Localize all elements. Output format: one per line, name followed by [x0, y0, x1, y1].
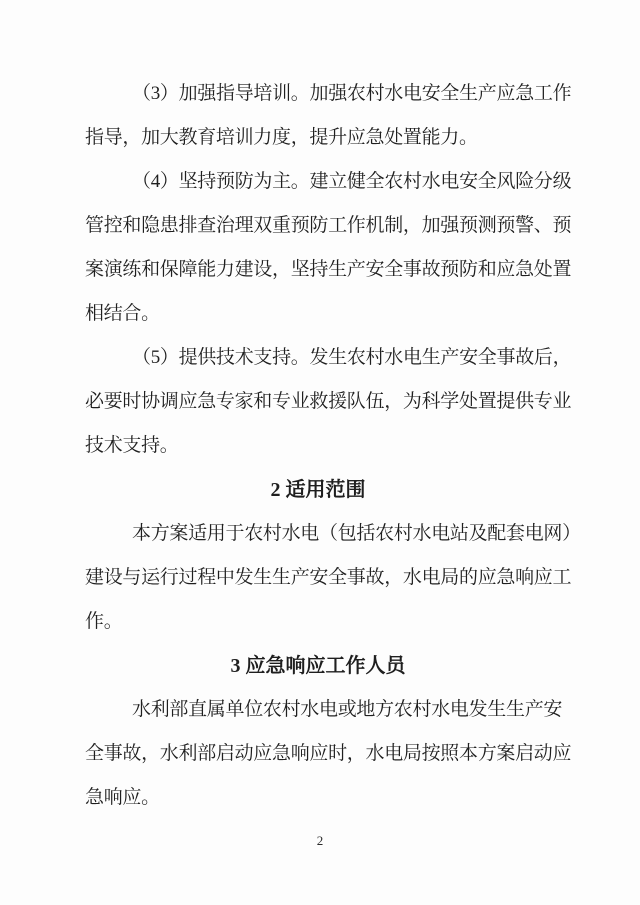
text-line: 技术支持。: [85, 435, 179, 456]
page-number: 2: [316, 833, 324, 848]
text-line: 本方案适用于农村水电（包括农村水电站及配套电网）: [132, 523, 581, 544]
paragraph-training: [85, 72, 572, 160]
text-line: （4）坚持预防为主。建立健全农村水电安全风险分级: [132, 171, 572, 192]
section-heading-scope: 2 适用范围: [270, 479, 366, 501]
text-line: 指导，加大教育培训力度，提升应急处置能力。: [85, 127, 478, 148]
paragraph-prevention: [85, 160, 572, 336]
paragraph-scope: [85, 512, 581, 644]
text-line: 案演练和保障能力建设，坚持生产安全事故预防和应急处置: [85, 259, 572, 280]
text-line: 必要时协调应急专家和专业救援队伍，为科学处置提供专业: [85, 391, 572, 412]
document-body: [85, 72, 581, 820]
text-line: （5）提供技术支持。发生农村水电生产安全事故后，: [132, 347, 572, 368]
paragraph-support: [85, 336, 572, 468]
page-footer: [0, 832, 640, 850]
text-line: 作。: [85, 611, 123, 632]
paragraph-staff: [85, 688, 572, 820]
text-line: 水利部直属单位农村水电或地方农村水电发生生产安: [132, 699, 563, 720]
text-line: 建设与运行过程中发生生产安全事故，水电局的应急响应工: [85, 567, 572, 588]
text-line: 全事故，水利部启动应急响应时，水电局按照本方案启动应: [85, 743, 572, 764]
text-line: 相结合。: [85, 303, 160, 324]
text-line: 管控和隐患排查治理双重预防工作机制，加强预测预警、预: [85, 215, 572, 236]
section-heading-staff: 3 应急响应工作人员: [230, 655, 406, 677]
text-line: （3）加强指导培训。加强农村水电安全生产应急工作: [132, 83, 572, 104]
text-line: 急响应。: [85, 787, 160, 808]
